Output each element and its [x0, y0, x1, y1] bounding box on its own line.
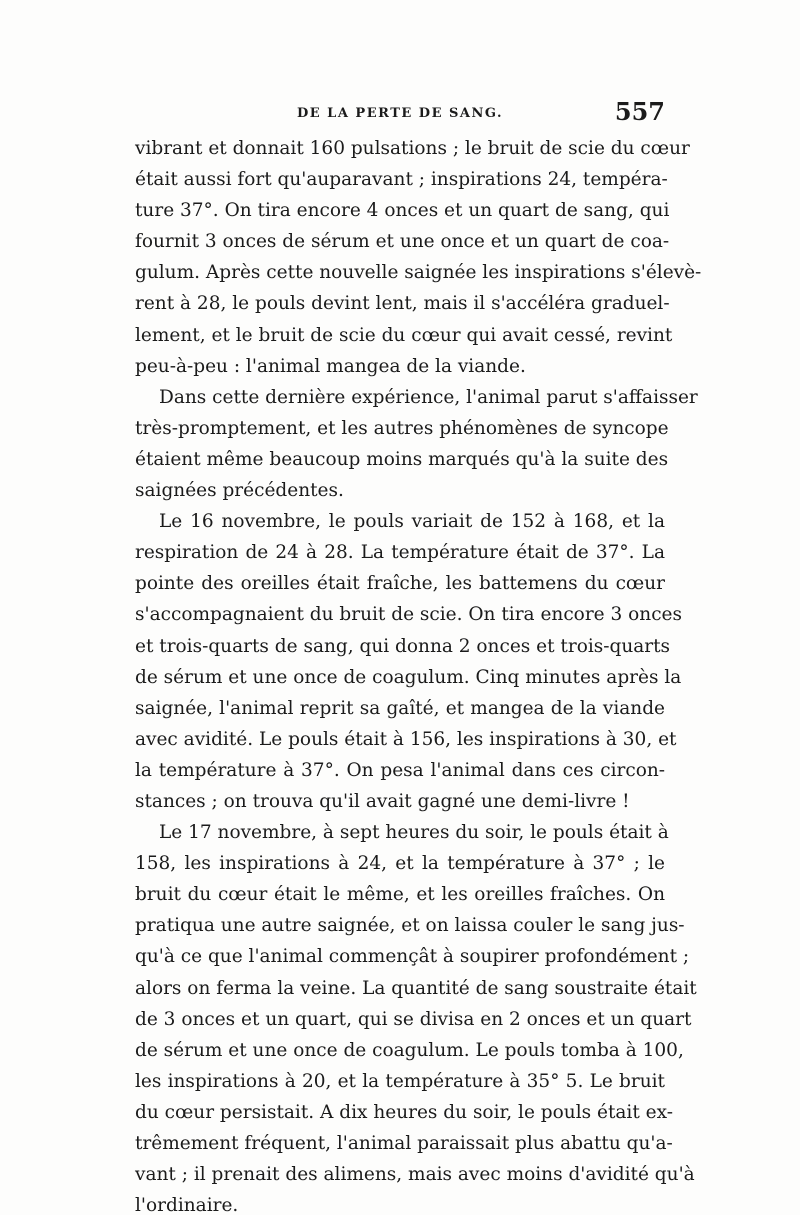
text-line: gulum. Après cette nouvelle saignée les inspirations s'élevè-: [135, 262, 702, 284]
text-line: qu'à ce que l'animal commençât à soupirer profondément ;: [135, 946, 690, 968]
text-line: très-promptement, et les autres phénomènes de syncope: [135, 417, 669, 439]
text-line: rent à 28, le pouls devint lent, mais il s'accéléra graduel-: [135, 293, 670, 315]
running-title: DE LA PERTE DE SANG.: [296, 106, 504, 121]
text-line: l'ordinaire.: [135, 1195, 239, 1217]
text-line: fournit 3 onces de sérum et une once et un quart de coa-: [135, 231, 670, 253]
text-line: de sérum et une once de coagulum. Cinq minutes après la: [135, 666, 682, 688]
text-line: respiration de 24 à 28. La température était de 37°. La: [135, 542, 665, 564]
text-line: de 3 onces et un quart, qui se divisa en 2 onces et un quart: [135, 1008, 692, 1030]
text-line: saignées précédentes.: [135, 480, 344, 502]
text-line: était aussi fort qu'auparavant ; inspirations 24, tempéra-: [135, 169, 668, 191]
text-line: ture 37°. On tira encore 4 onces et un quart de sang, qui: [135, 200, 670, 222]
text-line: vant ; il prenait des alimens, mais avec moins d'avidité qu'à: [135, 1164, 695, 1186]
body-text: [135, 133, 702, 1221]
text-line: Le 16 novembre, le pouls variait de 152 à 168, et la: [159, 511, 665, 533]
text-line: 158, les inspirations à 24, et la température à 37° ; le: [135, 853, 665, 875]
text-line: alors on ferma la veine. La quantité de sang soustraite était: [135, 977, 697, 999]
page-number: 557: [614, 97, 665, 126]
running-head: [135, 97, 665, 132]
text-line: les inspirations à 20, et la température à 35° 5. Le bruit: [135, 1070, 665, 1092]
text-line: Dans cette dernière expérience, l'animal parut s'affaisser: [159, 386, 698, 408]
text-line: Le 17 novembre, à sept heures du soir, le pouls était à: [159, 822, 669, 844]
text-line: lement, et le bruit de scie du cœur qui avait cessé, revint: [135, 324, 673, 346]
text-line: et trois-quarts de sang, qui donna 2 onces et trois-quarts: [135, 635, 671, 657]
text-line: vibrant et donnait 160 pulsations ; le bruit de scie du cœur: [135, 138, 690, 159]
text-line: de sérum et une once de coagulum. Le pouls tomba à 100,: [135, 1039, 684, 1061]
text-line: pratiqua une autre saignée, et on laissa couler le sang jus-: [135, 915, 685, 937]
text-line: bruit du cœur était le même, et les oreilles fraîches. On: [135, 884, 665, 906]
text-line: saignée, l'animal reprit sa gaîté, et mangea de la viande: [135, 697, 665, 719]
text-line: avec avidité. Le pouls était à 156, les inspirations à 30, et: [135, 728, 677, 750]
text-line: étaient même beaucoup moins marqués qu'à la suite des: [135, 448, 669, 470]
text-line: peu-à-peu : l'animal mangea de la viande.: [135, 355, 526, 377]
text-line: pointe des oreilles était fraîche, les battemens du cœur: [135, 573, 665, 595]
text-line: du cœur persistait. A dix heures du soir, le pouls était ex-: [135, 1101, 673, 1123]
text-line: la température à 37°. On pesa l'animal dans ces circon-: [135, 759, 665, 781]
text-line: stances ; on trouva qu'il avait gagné une demi-livre !: [135, 790, 630, 812]
text-line: trêmement fréquent, l'animal paraissait plus abattu qu'a-: [135, 1133, 673, 1154]
text-line: s'accompagnaient du bruit de scie. On tira encore 3 onces: [135, 604, 682, 626]
